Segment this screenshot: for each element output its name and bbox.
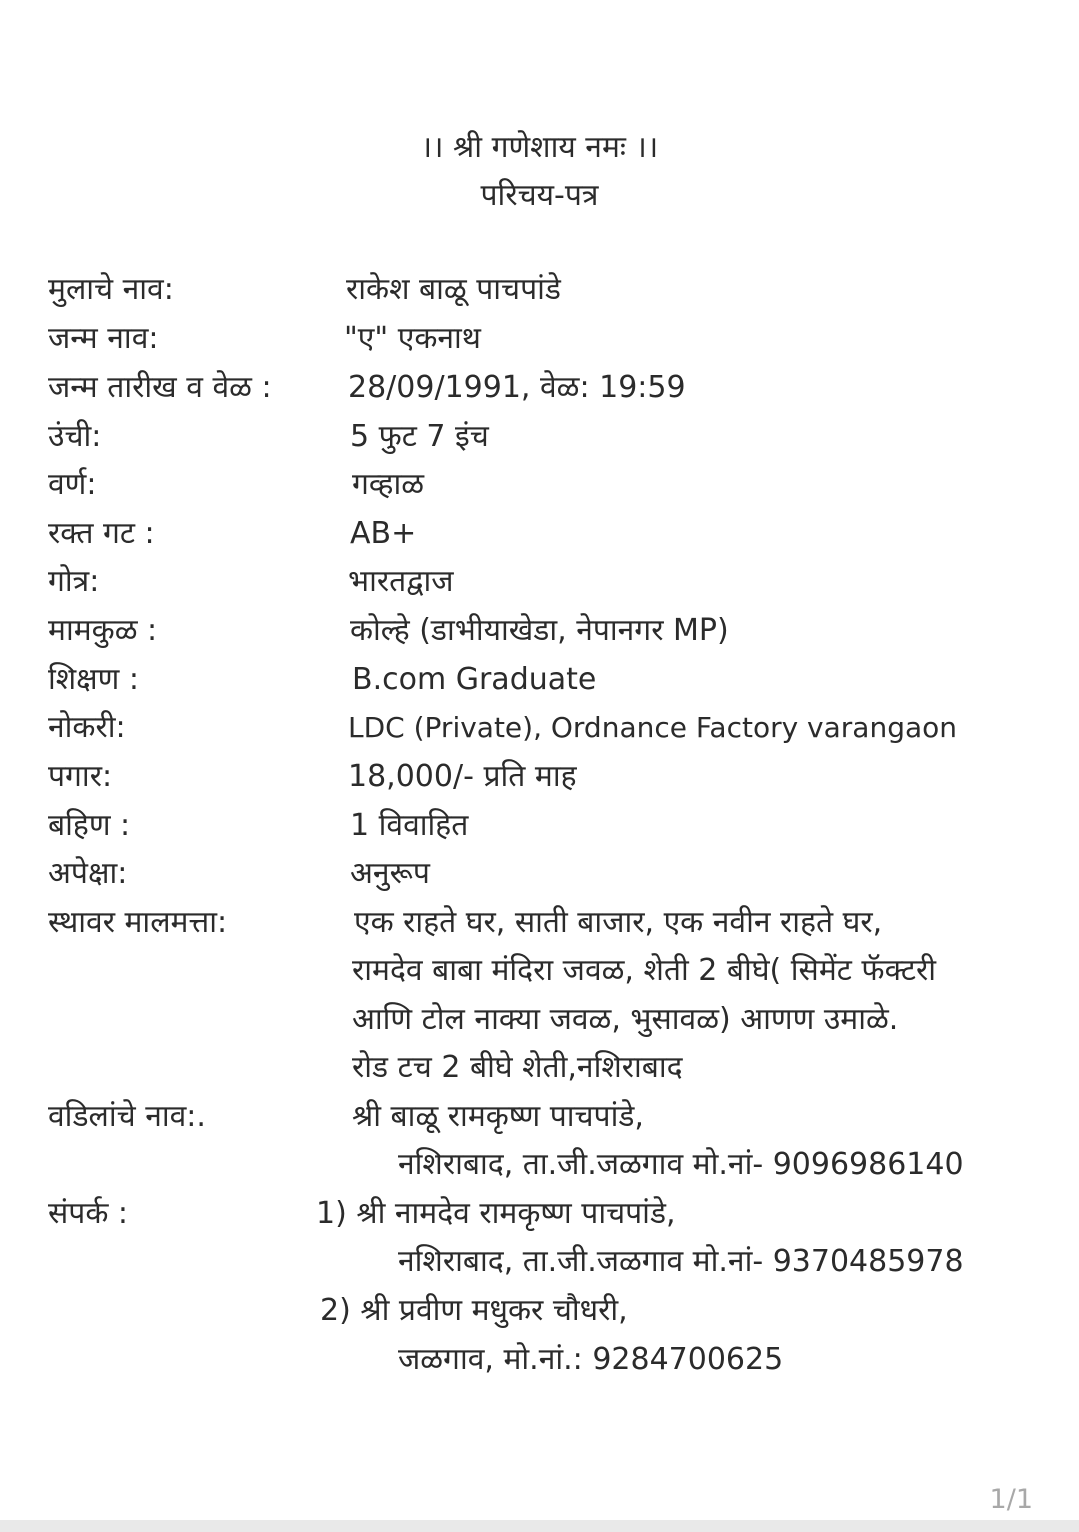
dob-value: 28/09/1991, वेळ: 19:59 [348,370,686,405]
property-line-3: आणि टोल नाक्या जवळ, भुसावळ) आणण उमाळे. [352,1002,899,1037]
height-label: उंची: [48,419,102,454]
bottom-edge [0,1520,1079,1532]
salary-label: पगार: [48,759,113,794]
contact-label: संपर्क : [48,1196,129,1231]
gotra-label: गोत्र: [48,564,100,599]
job-label: नोकरी: [48,710,126,745]
expectation-value: अनुरूप [350,856,430,891]
birth-name-label: जन्म नाव: [48,321,159,356]
blood-group-label: रक्त गट : [48,516,155,551]
contact-line-4: जळगाव, मो.नां.: 9284700625 [398,1342,784,1377]
property-line-4: रोड टच 2 बीघे शेती,नशिराबाद [352,1050,683,1085]
property-line-1: एक राहते घर, साती बाजार, एक नवीन राहते घर, [354,905,883,940]
document-header [0,124,1079,220]
expectation-label: अपेक्षा: [48,856,128,891]
document-title: परिचय-पत्र [480,178,599,213]
invocation-line: ।। श्री गणेशाय नमः ।। [420,130,659,165]
father-label: वडिलांचे नाव:. [48,1099,206,1134]
contact-line-1: 1) श्री नामदेव रामकृष्ण पाचपांडे, [316,1196,676,1231]
sister-label: बहिण : [48,808,131,843]
birth-name-value: "ए" एकनाथ [344,321,481,356]
property-label: स्थावर मालमत्ता: [48,905,228,940]
father-line-2: नशिराबाद, ता.जी.जळगाव मो.नां- 9096986140 [398,1147,964,1182]
name-value: राकेश बाळू पाचपांडे [346,272,561,307]
property-line-2: रामदेव बाबा मंदिरा जवळ, शेती 2 बीघे( सिमेंट फॅक्टरी [352,953,937,988]
name-label: मुलाचे नाव: [48,272,174,307]
salary-value: 18,000/- प्रति माह [348,759,577,794]
gotra-value: भारतद्वाज [348,564,454,599]
height-value: 5 फुट 7 इंच [350,419,489,454]
mamkul-value: कोल्हे (डाभीयाखेडा, नेपानगर MP) [350,613,729,648]
contact-line-3: 2) श्री प्रवीण मधुकर चौधरी, [320,1293,628,1328]
education-value: B.com Graduate [352,662,597,697]
page-indicator: 1/1 [989,1484,1033,1515]
complexion-label: वर्ण: [48,467,97,502]
complexion-value: गव्हाळ [352,467,425,502]
job-value: LDC (Private), Ordnance Factory varangaon [348,711,958,744]
sister-value: 1 विवाहित [350,808,469,843]
dob-label: जन्म तारीख व वेळ : [48,370,272,405]
contact-line-2: नशिराबाद, ता.जी.जळगाव मो.नां- 9370485978 [398,1244,964,1279]
education-label: शिक्षण : [48,662,140,697]
mamkul-label: मामकुळ : [48,613,158,648]
father-line-1: श्री बाळू रामकृष्ण पाचपांडे, [352,1099,644,1134]
blood-group-value: AB+ [350,516,417,551]
